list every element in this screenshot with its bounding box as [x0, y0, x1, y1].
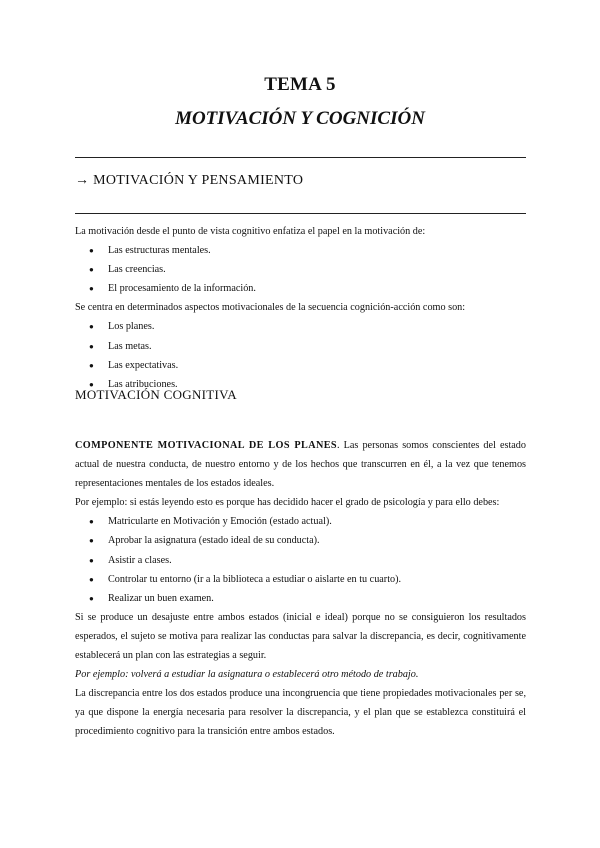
list-item: ● Las metas.: [75, 337, 526, 356]
intro-block: [75, 222, 526, 394]
list-item: ● Los planes.: [75, 317, 526, 336]
section-divider: [75, 213, 526, 214]
intro-paragraph: La motivación desde el punto de vista cognitivo enfatiza el papel en la motivación de:: [75, 226, 426, 237]
list-item: ● Las atribuciones.: [75, 375, 526, 394]
list-item: ● Realizar un buen examen.: [75, 589, 526, 608]
document-subtitle: MOTIVACIÓN Y COGNICIÓN: [175, 108, 425, 129]
list-item: ● Aprobar la asignatura (estado ideal de su conducta).: [75, 531, 526, 550]
list-item: ● Asistir a clases.: [75, 551, 526, 570]
example-italic: Por ejemplo: volverá a estudiar la asignatura o establecerá otro método de trabajo.: [75, 669, 419, 681]
list-item: ● Las creencias.: [75, 260, 526, 279]
section-heading: → MOTIVACIÓN Y PENSAMIENTO: [75, 173, 304, 188]
final-paragraph: La discrepancia entre los dos estados produce una incongruencia que tiene propiedades motivacionales per se, ya que dispone la energía necesaria para resolver la discrepancia, y el plan que se establezca constituirá el procedimiento cognitivo para la transición entre ambos estados.: [75, 688, 526, 738]
bullet-list-plan-steps: [75, 512, 526, 607]
component-block: [75, 436, 526, 742]
top-divider: [75, 157, 526, 158]
intro-paragraph-2: Se centra en determinados aspectos motivacionales de la secuencia cognición-acción como son:: [75, 302, 466, 314]
subheading-motivacion-cognitiva: MOTIVACIÓN COGNITIVA: [75, 387, 237, 402]
list-item: ● Las expectativas.: [75, 356, 526, 375]
document-title: TEMA 5: [264, 74, 336, 95]
bullet-list-structures: [75, 241, 526, 298]
bullet-list-aspects: [75, 317, 526, 393]
component-paragraph: [75, 436, 526, 493]
list-item: ● El procesamiento de la información.: [75, 279, 526, 298]
component-text: . Las personas somos conscientes del estado actual de nuestra conducta, de nuestro entorno y de los hechos que transcurren en él, a la vez que tenemos representaciones mentales de los estados ideales.: [75, 440, 526, 490]
list-item: ● Matricularte en Motivación y Emoción (estado actual).: [75, 512, 526, 531]
list-item: ● Las estructuras mentales.: [75, 241, 526, 260]
component-lead: COMPONENTE MOTIVACIONAL DE LOS PLANES: [75, 440, 337, 451]
example-intro: Por ejemplo: si estás leyendo esto es porque has decidido hacer el grado de psicología y para ello debes:: [75, 497, 500, 509]
list-item: ● Controlar tu entorno (ir a la biblioteca a estudiar o aislarte en tu cuarto).: [75, 570, 526, 589]
discrepancy-paragraph: Si se produce un desajuste entre ambos estados (inicial e ideal) porque no se consiguieron los resultados esperados, el sujeto se motiva para realizar las conductas para salvar la discrepancia, es decir, cognitivamente establecerá un plan con las estrategias a seguir.: [75, 611, 526, 662]
